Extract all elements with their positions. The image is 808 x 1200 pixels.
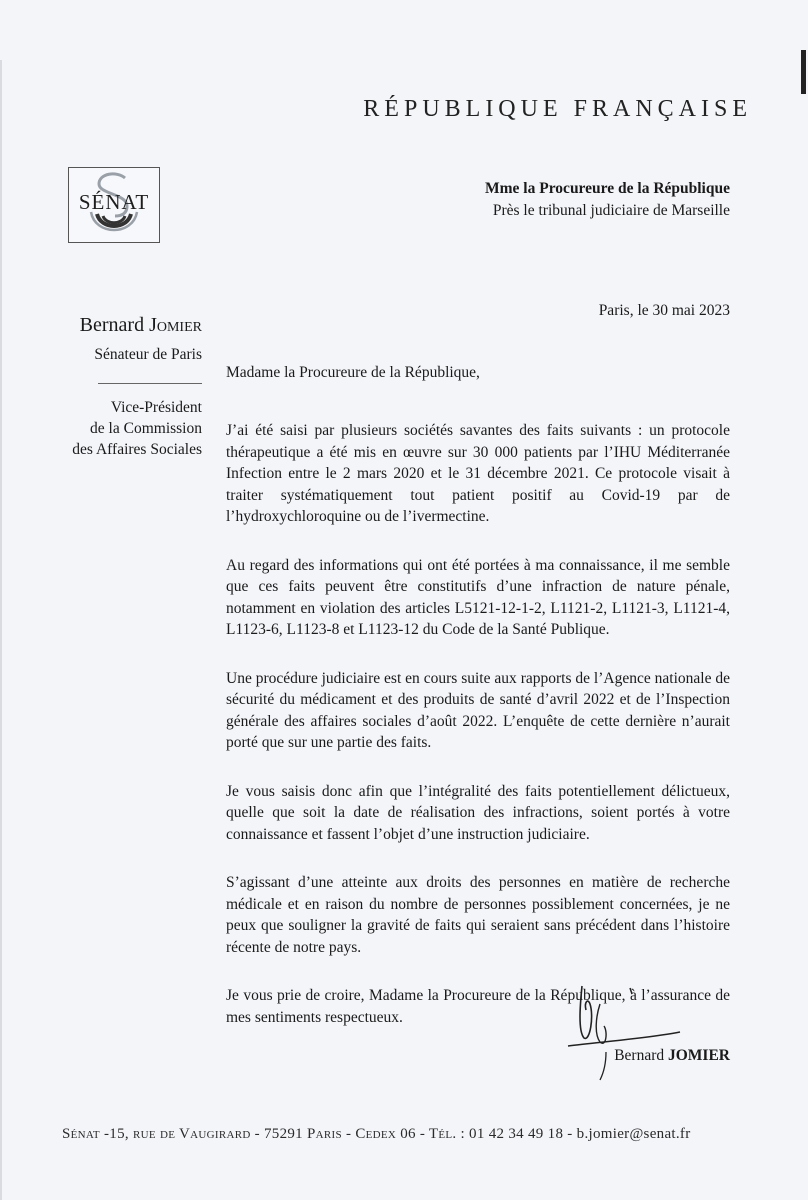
sender-last-name: Jomier	[149, 314, 202, 336]
sender-role-line: des Affaires Sociales	[72, 441, 202, 458]
sender-title: Sénateur de Paris	[94, 346, 202, 363]
salutation: Madame la Procureure de la République,	[226, 364, 480, 381]
paragraph: Une procédure judiciaire est en cours suite aux rapports de l’Agence nationale de sécurité du médicament et des produits de santé d’avril 2022 et de l’Inspection générale des affaires sociales d’août 2022. L’enquête de cette dernière n’aurait porté que sur une partie des faits.	[226, 669, 730, 751]
senat-logo	[68, 167, 160, 243]
footer-email[interactable]: b.jomier@senat.fr	[576, 1126, 691, 1142]
sender-role-line: de la Commission	[90, 420, 202, 437]
paragraph: J’ai été saisi par plusieurs sociétés savantes des faits suivants : un protocole thérapeutique a été mis en œuvre sur 30 000 patients par l’IHU Méditerranée Infection entre le 2 mars 2020 et le 31 décembre 2021. Ce protocole visait à traiter systématiquement tout patient positif au Covid-19 par de l’hydroxychloroquine ou de l’ivermectine.	[226, 422, 730, 525]
sender-role-line: Vice-Président	[110, 399, 202, 416]
paragraph: Je vous prie de croire, Madame la Procureure de la République, à l’assurance de mes sentiments respectueux.	[226, 987, 730, 1026]
letter-body	[226, 364, 730, 1055]
scan-mark	[801, 50, 806, 94]
recipient-block	[485, 178, 730, 222]
footer-address: Sénat -15, rue de Vaugirard - 75291 Paris - Cedex 06 - Tél. : 01 42 34 49 18 -	[62, 1126, 577, 1142]
paragraph: Au regard des informations qui ont été portées à ma connaissance, il me semble que ces faits peuvent être constitutifs d’une infraction de nature pénale, notamment en violation des articles L5121-12-1-2, L1121-2, L1121-3, L1121-4, L1123-6, L1123-8 et L1123-12 du Code de la Santé Publique.	[226, 556, 730, 638]
scan-edge	[0, 60, 2, 1200]
logo-text: SÉNAT	[78, 190, 150, 214]
recipient-name: Mme la Procureure de la République	[485, 180, 730, 197]
sidebar-divider	[98, 383, 202, 384]
letterhead-title: RÉPUBLIQUE FRANÇAISE	[363, 96, 752, 122]
sender-name	[30, 314, 202, 337]
handwritten-signature	[560, 976, 750, 1086]
signer-first-name: Bernard	[614, 1047, 665, 1064]
signer-last-name: JOMIER	[668, 1047, 730, 1064]
recipient-court: Près le tribunal judiciaire de Marseille	[492, 202, 730, 219]
place-date: Paris, le 30 mai 2023	[598, 302, 730, 319]
sender-first-name: Bernard	[79, 314, 145, 336]
sender-role	[30, 397, 202, 460]
paragraph: Je vous saisis donc afin que l’intégralité des faits potentiellement délictueux, quelle que soit la date de réalisation des infractions, soient portés à votre connaissance et fassent l’objet d’une instruction judiciaire.	[226, 782, 730, 843]
footer-contact	[62, 1126, 738, 1143]
signature-icon	[560, 976, 750, 1086]
signer-name	[614, 1047, 730, 1065]
paragraph: S’agissant d’une atteinte aux droits des personnes en matière de recherche médicale et en raison du nombre de personnes possiblement concernées, je ne peux que souligner la gravité de faits qui seraient sans précédent dans l’histoire récente de notre pays.	[226, 874, 730, 956]
